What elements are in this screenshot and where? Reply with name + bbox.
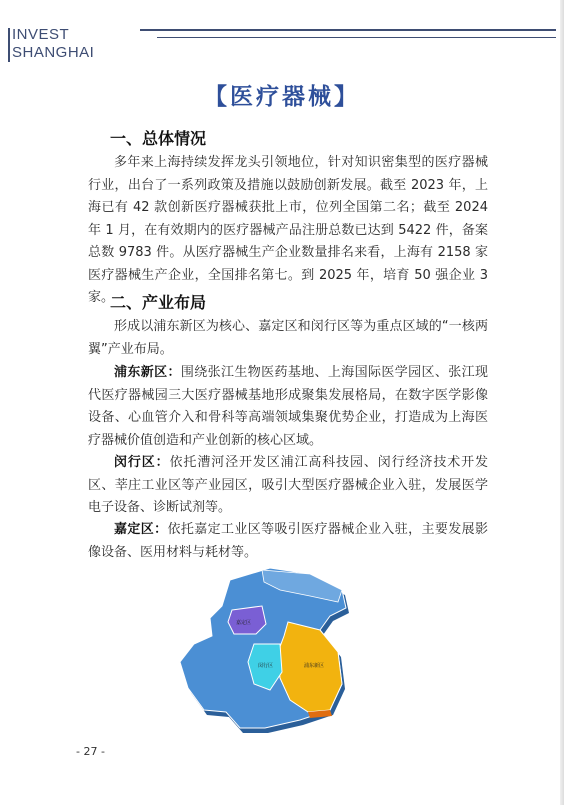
map-label-pudong: 浦东新区: [304, 663, 325, 669]
page-edge-shadow: [560, 0, 564, 805]
header-rule-bottom: [157, 37, 556, 38]
page-title: 【医疗器械】: [204, 84, 360, 110]
paragraph-pudong: [88, 362, 488, 452]
paragraph-text: 多年来上海持续发挥龙头引领地位，针对知识密集型的医疗器械行业，出台了一系列政策及措施以鼓励创新发展。截至 2023 年，上海已有 42 款创新医疗器械获批上市，位列全国第二名；截至 2024 年 1 月，在有效期内的医疗器械产品注册总数已达到 5422 件，备案总数 9783 件。从医疗器械生产企业数量排名来看，上海有 2158 家医疗器械生产企业，全国排名第七。到 2025 年，培育 50 强企业 3 家。: [88, 155, 488, 305]
paragraph-lead-pudong: 浦东新区：: [114, 365, 181, 380]
paragraph-lead-jiading: 嘉定区：: [114, 522, 168, 537]
paragraph-minhang: [88, 452, 488, 520]
paragraph-text: 形成以浦东新区为核心、嘉定区和闵行区等为重点区域的“一核两翼”产业布局。: [88, 319, 488, 357]
shanghai-district-map: [170, 560, 360, 735]
map-label-jiading: 嘉定区: [236, 620, 252, 626]
paragraph-overview: [88, 152, 488, 310]
page-number: - 27 -: [76, 745, 105, 758]
paragraph-lead-minhang: 闵行区：: [114, 455, 170, 470]
map-label-minhang: 闵行区: [258, 663, 274, 669]
paragraph-text: 依托漕河泾开发区浦江高科技园、闵行经济技术开发区、莘庄工业区等产业园区，吸引大型医疗器械企业入驻，发展医学电子设备、诊断试剂等。: [88, 455, 488, 515]
header-rule-top: [140, 29, 556, 31]
section-heading-layout: 二、产业布局: [110, 293, 207, 312]
brand-accent-bar: [8, 28, 10, 62]
paragraph-layout-intro: [88, 316, 488, 361]
brand-line-1: INVEST: [12, 26, 70, 43]
brand-line-2: SHANGHAI: [12, 44, 95, 61]
paragraph-text: 依托嘉定工业区等吸引医疗器械企业入驻，主要发展影像设备、医用材料与耗材等。: [88, 522, 488, 560]
paragraph-jiading: [88, 519, 488, 564]
section-heading-overview: 一、总体情况: [110, 129, 207, 148]
brand-logo-text: [12, 26, 94, 62]
paragraph-text: 围绕张江生物医药基地、上海国际医学园区、张江现代医疗器械园三大医疗器械基地形成聚集发展格局，在数字医学影像设备、心血管介入和骨科等高端领域集聚优势企业，打造成为上海医疗器械价值创造和产业创新的核心区域。: [88, 365, 488, 448]
